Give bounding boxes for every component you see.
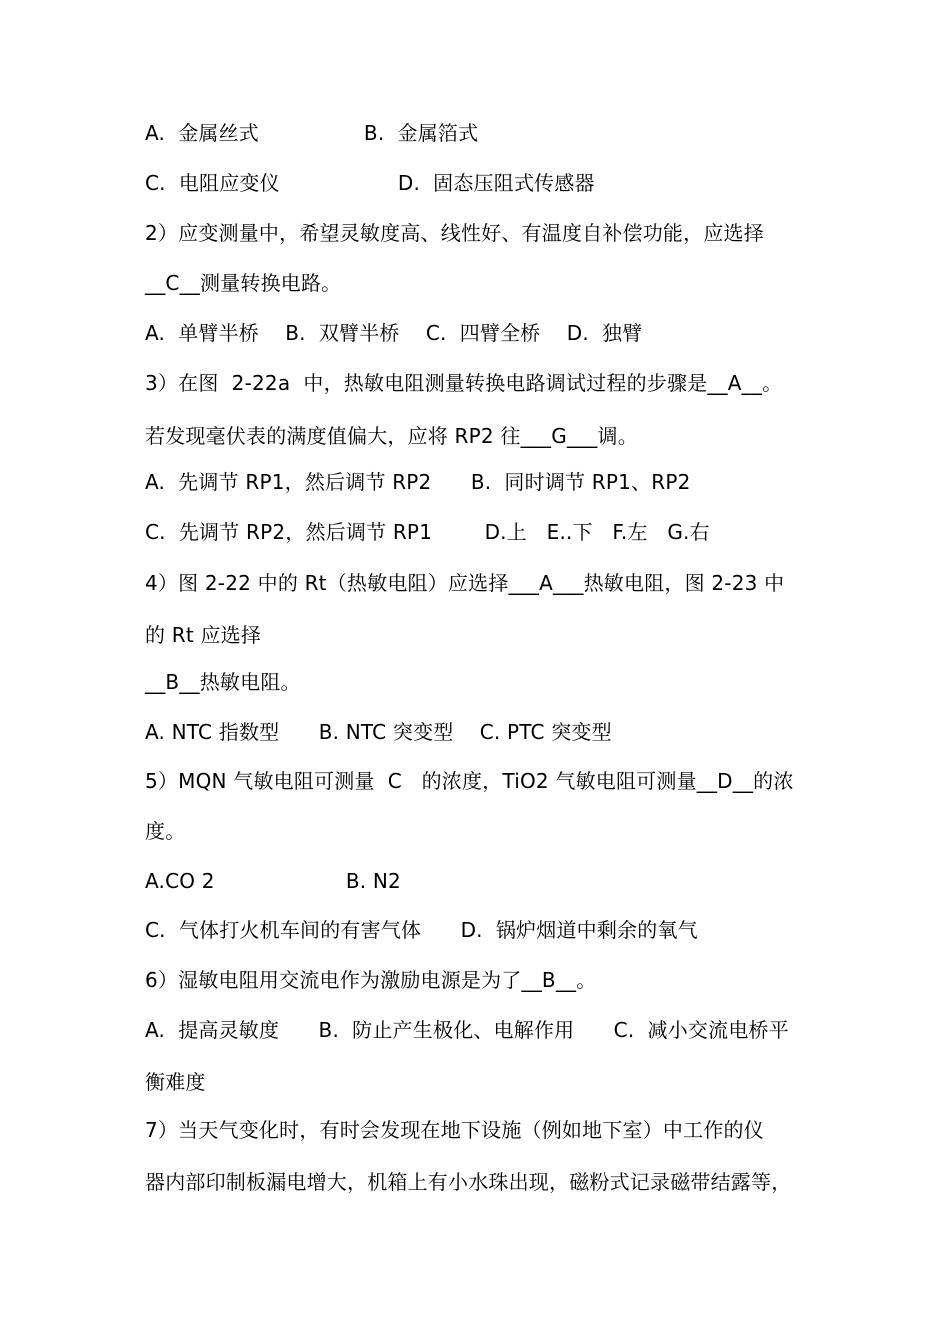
option-line: A. 金属丝式 B. 金属箔式 <box>145 121 479 145</box>
option-line: 衡难度 <box>145 1070 206 1094</box>
question-line: 4）图 2-22 中的 Rt（热敏电阻）应选择___A___热敏电阻，图 2-23 中 <box>145 571 785 595</box>
option-line: C. 气体打火机车间的有害气体 D. 锅炉烟道中剩余的氧气 <box>145 918 698 942</box>
question-line: 2）应变测量中，希望灵敏度高、线性好、有温度自补偿功能，应选择 <box>145 221 764 245</box>
option-line: A. 提高灵敏度 B. 防止产生极化、电解作用 C. 减小交流电桥平 <box>145 1018 789 1042</box>
question-line: __C__测量转换电路。 <box>145 271 342 295</box>
option-line: A. 先调节 RP1，然后调节 RP2 B. 同时调节 RP1、RP2 <box>145 470 691 494</box>
question-line: 5）MQN 气敏电阻可测量 C 的浓度，TiO2 气敏电阻可测量__D__的浓 <box>145 769 794 793</box>
question-line: 度。 <box>145 819 186 843</box>
option-line: A. NTC 指数型 B. NTC 突变型 C. PTC 突变型 <box>145 720 612 744</box>
question-line: 器内部印制板漏电增大，机箱上有小水珠出现，磁粉式记录磁带结露等， <box>145 1170 792 1194</box>
question-line: 若发现毫伏表的满度值偏大，应将 RP2 往___G___调。 <box>145 424 638 448</box>
question-line: 7）当天气变化时，有时会发现在地下设施（例如地下室）中工作的仪 <box>145 1118 764 1142</box>
question-line: 3）在图 2-22a 中，热敏电阻测量转换电路调试过程的步骤是__A__。 <box>145 371 783 395</box>
question-line: 6）湿敏电阻用交流电作为激励电源是为了__B__。 <box>145 968 597 992</box>
question-line: __B__热敏电阻。 <box>145 670 301 694</box>
option-line: A.CO 2 B. N2 <box>145 869 401 893</box>
question-line: 的 Rt 应选择 <box>145 623 262 647</box>
option-line: C. 先调节 RP2，然后调节 RP1 D.上 E..下 F.左 G.右 <box>145 520 710 544</box>
option-line: C. 电阻应变仪 D. 固态压阻式传感器 <box>145 171 595 195</box>
option-line: A. 单臂半桥 B. 双臂半桥 C. 四臂全桥 D. 独臂 <box>145 321 643 345</box>
